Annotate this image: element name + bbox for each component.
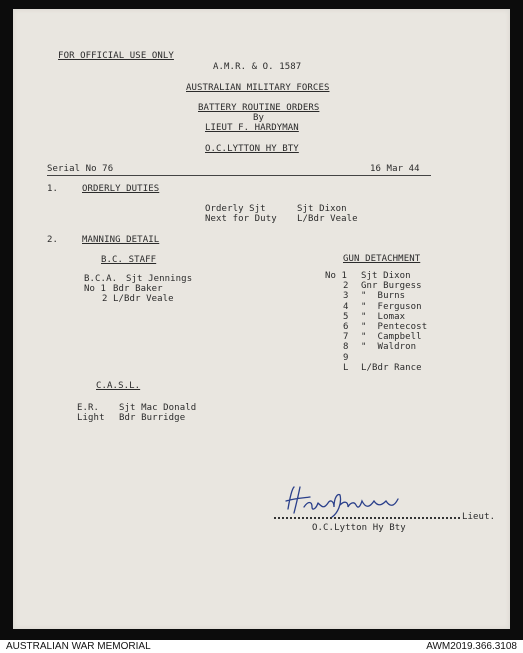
document-page	[13, 9, 510, 629]
by-line: By	[253, 113, 265, 123]
casl-name: Bdr Burridge	[119, 413, 186, 423]
next-duty-role: Next for Duty	[205, 214, 277, 224]
document-title: BATTERY ROUTINE ORDERS	[198, 103, 320, 113]
classification-text: FOR OFFICIAL USE ONLY	[58, 51, 174, 61]
gun-detachment-name: " Ferguson	[361, 302, 422, 312]
gun-detachment-name: " Waldron	[361, 342, 417, 352]
gun-detachment-name: Sjt Dixon	[361, 271, 411, 281]
gun-detachment-name: L/Bdr Rance	[361, 363, 422, 373]
gun-detachment-pos: 8	[343, 342, 349, 352]
gun-detachment-name: Gnr Burgess	[361, 281, 422, 291]
section-1-heading: ORDERLY DUTIES	[82, 184, 160, 194]
gun-detachment-pos: 7	[343, 332, 349, 342]
bc-staff-name: L/Bdr Veale	[113, 294, 174, 304]
section-2-number: 2.	[47, 235, 59, 245]
next-duty-name: L/Bdr Veale	[297, 214, 358, 224]
bc-staff-pos: B.C.A.	[84, 274, 118, 284]
signature-line	[274, 517, 460, 519]
section-2-heading: MANNING DETAIL	[82, 235, 160, 245]
bc-staff-heading: B.C. STAFF	[101, 255, 157, 265]
bc-staff-name: Bdr Baker	[113, 284, 163, 294]
signatory-unit: O.C.Lytton Hy Bty	[312, 523, 406, 533]
gun-detachment-pos: 2	[343, 281, 349, 291]
handwritten-signature	[282, 483, 422, 519]
gun-detachment-pos: 3	[343, 291, 349, 301]
section-1-number: 1.	[47, 184, 59, 194]
form-reference: A.M.R. & O. 1587	[213, 62, 302, 72]
order-date: 16 Mar 44	[370, 164, 420, 174]
serial-divider	[47, 175, 431, 176]
issuing-officer: LIEUT F. HARDYMAN	[205, 123, 299, 133]
gun-detachment-pos: 4	[343, 302, 349, 312]
casl-name: Sjt Mac Donald	[119, 403, 197, 413]
gun-detachment-name: " Lomax	[361, 312, 406, 322]
gun-detachment-pos: 6	[343, 322, 349, 332]
casl-heading: C.A.S.L.	[96, 381, 141, 391]
casl-pos: E.R.	[77, 403, 100, 413]
bc-staff-pos: No 1	[84, 284, 107, 294]
orderly-name: Sjt Dixon	[297, 204, 347, 214]
force-heading: AUSTRALIAN MILITARY FORCES	[186, 83, 330, 93]
orderly-role: Orderly Sjt	[205, 204, 266, 214]
gun-detachment-name: " Campbell	[361, 332, 422, 342]
classification-marking	[47, 41, 174, 61]
gun-detachment-pos: L	[343, 363, 349, 373]
casl-pos: Light	[77, 413, 105, 423]
gun-detachment-name: " Burns	[361, 291, 406, 301]
accession-number: AWM2019.366.3108	[426, 641, 517, 652]
archive-credit: AUSTRALIAN WAR MEMORIAL	[6, 641, 151, 652]
bc-staff-pos: 2	[102, 294, 108, 304]
bc-staff-name: Sjt Jennings	[126, 274, 193, 284]
unit-heading: O.C.LYTTON HY BTY	[205, 144, 299, 154]
serial-number: Serial No 76	[47, 164, 114, 174]
gun-detachment-pos: 9	[343, 353, 349, 363]
gun-detachment-name: " Pentecost	[361, 322, 428, 332]
gun-detachment-pos: No 1	[325, 271, 348, 281]
gun-detachment-heading: GUN DETACHMENT	[343, 254, 421, 264]
gun-detachment-pos: 5	[343, 312, 349, 322]
signatory-rank: Lieut.	[462, 512, 496, 522]
